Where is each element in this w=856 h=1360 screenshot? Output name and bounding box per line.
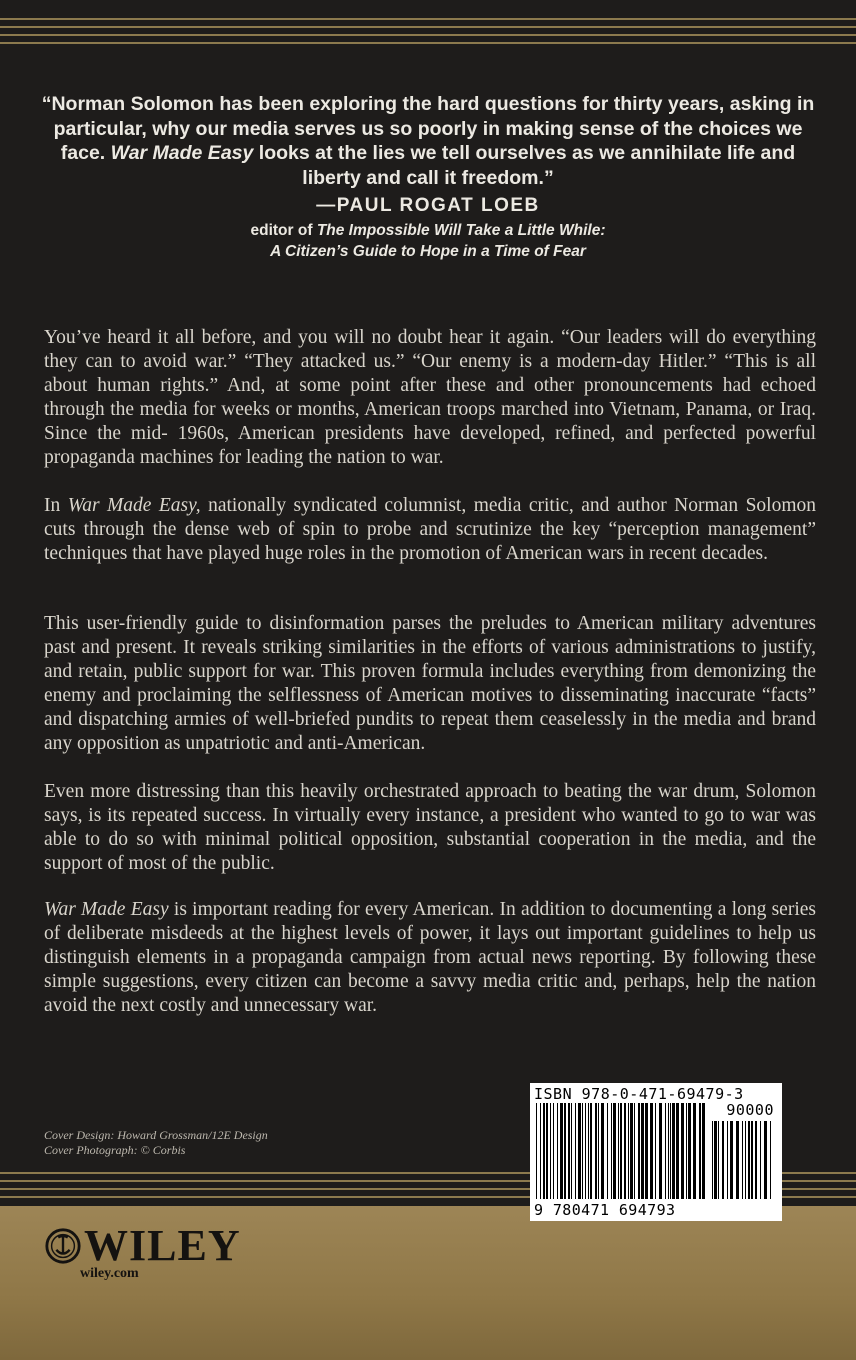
barcode-bar xyxy=(543,1103,545,1199)
barcode-bar xyxy=(693,1103,696,1199)
barcode-bar xyxy=(630,1103,633,1199)
barcode-bar xyxy=(564,1103,566,1199)
barcode-bar xyxy=(624,1103,626,1199)
publisher-name: WILEY xyxy=(84,1221,241,1270)
barcode-bar xyxy=(618,1103,619,1199)
quote-attribution-role xyxy=(100,220,756,262)
barcode-bar xyxy=(742,1121,743,1199)
barcode-bar xyxy=(736,1121,739,1199)
endorsement-quote xyxy=(40,92,816,190)
body-paragraph-3: This user-friendly guide to disinformation parses the preludes to American military adventures past and present. It reveals striking similarities in the efforts of various administrations to justify, and retain, public support for war. This proven formula includes everything from demonizing the enemy and proclaiming the selflessness of American motives to disseminating inaccurate “facts” and dispatching armies of well-briefed pundits to repeat them ceaselessly in the media and brand any opposition as unpatriotic and anti-American. xyxy=(44,613,816,754)
barcode-bar xyxy=(571,1103,572,1199)
attribution-book-line1: The Impossible Will Take a Little While: xyxy=(316,222,606,239)
barcode-bar xyxy=(672,1103,675,1199)
barcode-bar xyxy=(727,1121,728,1199)
barcode-bar xyxy=(638,1103,640,1199)
barcode-bar xyxy=(712,1121,713,1199)
barcode-bar xyxy=(568,1103,570,1199)
barcode-bar xyxy=(670,1103,671,1199)
quote-text-part1: “Norman Solomon has been exploring the hard questions for thirty years, asking in particular, why our media serves us so poorly in making sense of the choices we face. xyxy=(41,93,815,164)
barcode-bar xyxy=(590,1103,592,1199)
barcode-bar xyxy=(748,1121,750,1199)
barcode-bar xyxy=(770,1121,771,1199)
barcode-bar xyxy=(634,1103,635,1199)
barcode-bar xyxy=(668,1103,669,1199)
top-stripe xyxy=(0,26,856,28)
barcode-bar xyxy=(755,1121,757,1199)
barcode-bar xyxy=(628,1103,629,1199)
barcode-bar xyxy=(760,1121,761,1199)
barcode-bar xyxy=(601,1103,604,1199)
isbn-barcode xyxy=(530,1083,782,1221)
p2-book-title: War Made Easy, xyxy=(67,495,201,516)
barcode-bar xyxy=(745,1121,746,1199)
body-paragraph-4: Even more distressing than this heavily orchestrated approach to beating the war drum, Solomon says, is its repeated success. In virtually every instance, a president who wanted to go to war was able to do so with minimal political opposition, substantial cooperation in the media, and the support of most of the public. xyxy=(44,781,816,874)
barcode-bar xyxy=(620,1103,622,1199)
barcode-bar xyxy=(751,1121,753,1199)
body-paragraph-1: You’ve heard it all before, and you will no doubt hear it again. “Our leaders will do everything they can to avoid war.” “They attacked us.” “Our enemy is a modern-day Hitler.” “This is all about human rights.” And, at some point after these and other pronouncements had echoed through the media for weeks or months, American troops marched into Vietnam, Panama, or Iraq. Since the mid- 1960s, American presidents have developed, refined, and perfected powerful propaganda machines for leading the nation to war. xyxy=(44,327,816,468)
barcode-bar xyxy=(536,1103,537,1199)
barcode-bar xyxy=(553,1103,554,1199)
barcode-bar xyxy=(560,1103,563,1199)
barcode-bar xyxy=(550,1103,551,1199)
barcode-bar xyxy=(650,1103,653,1199)
cover-photo-credit: Cover Photograph: © Corbis xyxy=(44,1143,186,1157)
barcode-bar xyxy=(598,1103,599,1199)
top-stripe xyxy=(0,42,856,44)
barcode-bar xyxy=(557,1103,558,1199)
barcode-bar xyxy=(702,1103,705,1199)
barcode-bar xyxy=(613,1103,616,1199)
attribution-prefix: editor of xyxy=(250,222,317,239)
p2-text: nationally syndicated columnist, media critic, and author Norman Solomon cuts through the dense web of spin to probe and scrutinize the key “perception management” techniques that have played huge roles in the promotion of American wars in recent decades. xyxy=(44,495,816,564)
barcode-bar xyxy=(595,1103,597,1199)
top-stripe xyxy=(0,18,856,20)
barcode-bar xyxy=(764,1121,767,1199)
barcode-bar xyxy=(665,1103,666,1199)
barcode-bar xyxy=(730,1121,733,1199)
barcode-bars xyxy=(536,1103,706,1199)
wiley-seal-icon xyxy=(44,1227,82,1265)
barcode-bar xyxy=(688,1103,691,1199)
publisher-logo xyxy=(44,1221,241,1270)
barcode-bar xyxy=(582,1103,583,1199)
p2-lead: In xyxy=(44,495,68,516)
barcode-bar xyxy=(655,1103,656,1199)
barcode-bar xyxy=(681,1103,684,1199)
quote-attribution-name: —PAUL ROGAT LOEB xyxy=(316,195,540,216)
cover-credits xyxy=(44,1128,268,1158)
p5-text: is important reading for every American. In addition to documenting a long series of deliberate misdeeds at the highest levels of power, it lays out important guidelines to help us distinguish elements in a propaganda campaign from actual news reporting. By following these simple suggestions, every citizen can become a savvy media critic and, perhaps, help the nation avoid the next costly and unnecessary war. xyxy=(44,899,816,1016)
barcode-bar xyxy=(575,1103,576,1199)
barcode-bar xyxy=(540,1103,541,1199)
barcode-bar xyxy=(676,1103,679,1199)
barcode-bar xyxy=(718,1121,719,1199)
barcode-bar xyxy=(546,1103,548,1199)
addon-barcode-bars xyxy=(712,1121,774,1199)
body-paragraph-2 xyxy=(44,494,816,566)
ean-number: 9 780471 694793 xyxy=(534,1201,676,1219)
barcode-bar xyxy=(686,1103,687,1199)
body-paragraph-5 xyxy=(44,898,816,1018)
barcode-bar xyxy=(645,1103,648,1199)
attribution-book-line2: A Citizen’s Guide to Hope in a Time of Fear xyxy=(270,243,586,260)
barcode-bar xyxy=(699,1103,701,1199)
barcode-bar xyxy=(659,1103,662,1199)
barcode-bar xyxy=(722,1121,724,1199)
isbn-text: ISBN 978-0-471-69479-3 xyxy=(534,1085,744,1103)
cover-design-credit: Cover Design: Howard Grossman/12E Design xyxy=(44,1128,268,1142)
barcode-bar xyxy=(607,1103,608,1199)
quote-book-title: War Made Easy xyxy=(110,142,254,164)
barcode-bar xyxy=(611,1103,612,1199)
p5-book-title: War Made Easy xyxy=(44,899,169,920)
price-code: 90000 xyxy=(726,1101,774,1119)
barcode-bar xyxy=(641,1103,644,1199)
quote-text-part2: looks at the lies we tell ourselves as we annihilate life and liberty and call it freedom.” xyxy=(253,142,796,189)
barcode-bar xyxy=(578,1103,581,1199)
barcode-bar xyxy=(714,1121,717,1199)
barcode-bar xyxy=(588,1103,589,1199)
top-stripe xyxy=(0,34,856,36)
publisher-url: wiley.com xyxy=(80,1266,139,1281)
barcode-bar xyxy=(585,1103,586,1199)
